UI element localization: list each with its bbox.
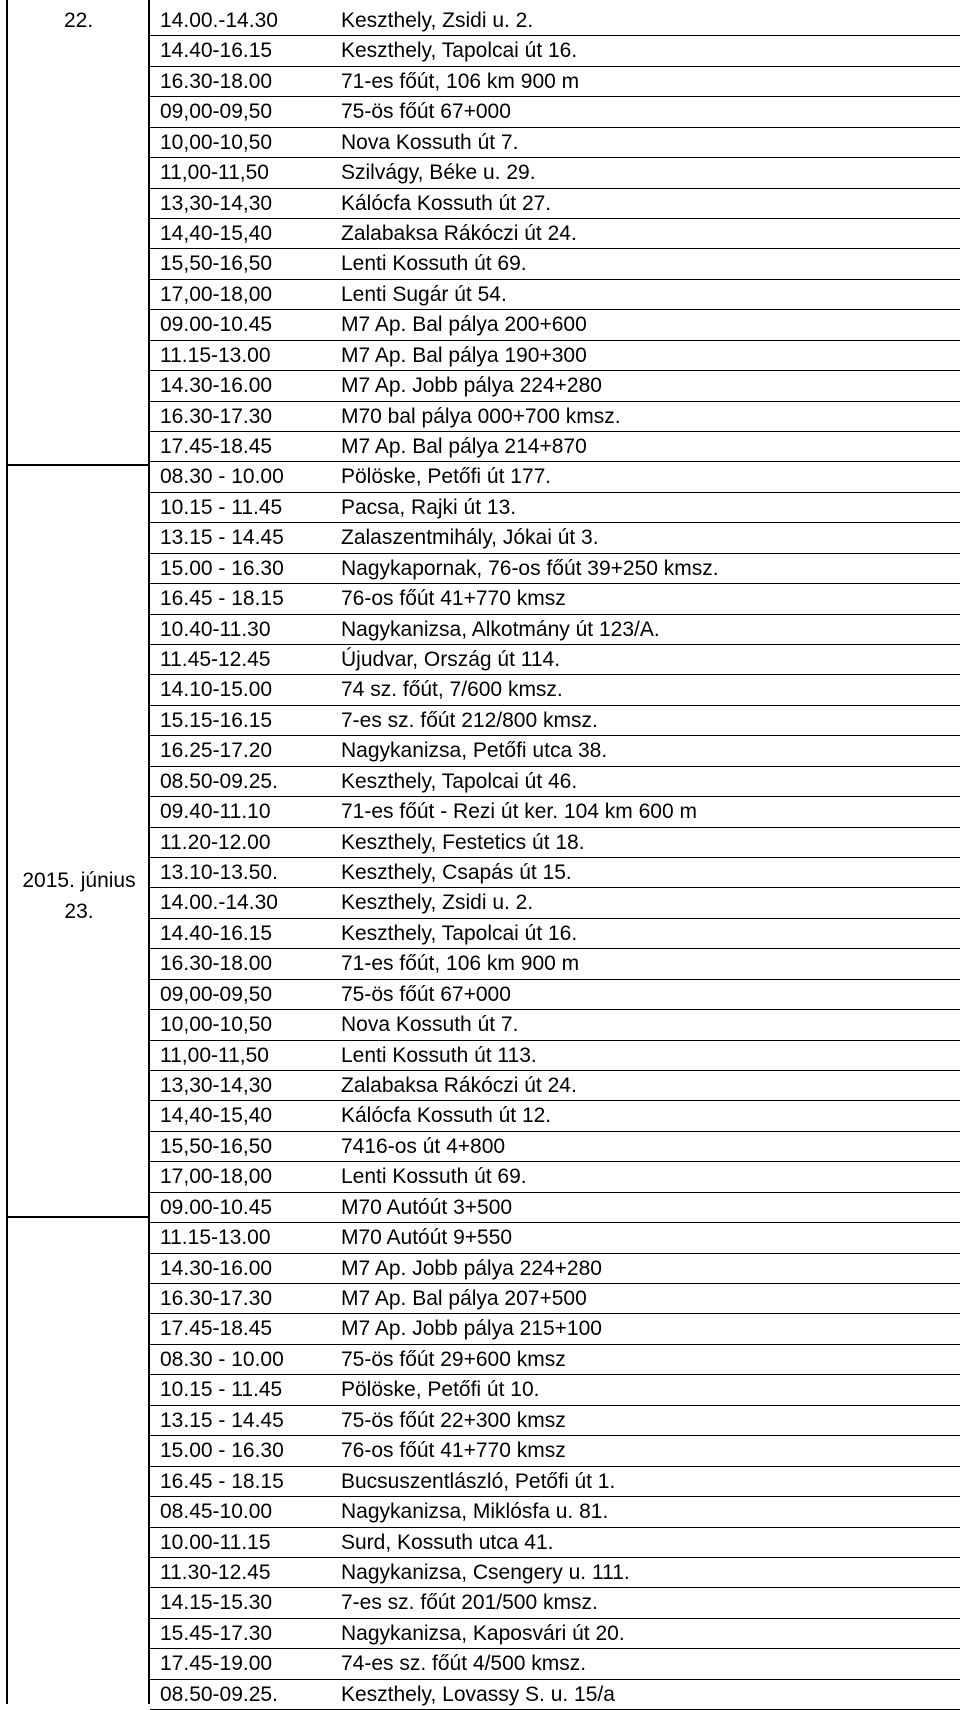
table-row (150, 675, 960, 705)
time-cell: 11.15-13.00 (160, 343, 271, 367)
place-cell: 71-es főút, 106 km 900 m (341, 952, 580, 976)
table-row (150, 1223, 960, 1253)
table-row (150, 371, 960, 401)
table-row (150, 736, 960, 766)
place-cell: 74-es sz. főút 4/500 kmsz. (341, 1652, 587, 1676)
time-cell: 09.00-10.45 (160, 1195, 273, 1219)
time-cell: 13.15 - 14.45 (160, 526, 284, 550)
place-cell: 76-os főút 41+770 kmsz (341, 1439, 566, 1463)
time-cell: 09,00-09,50 (160, 100, 273, 124)
time-cell: 10.40-11.30 (160, 617, 271, 641)
time-cell: 16.30-17.30 (160, 1287, 273, 1311)
time-cell: 11.15-13.00 (160, 1226, 271, 1250)
time-cell: 17.45-19.00 (160, 1652, 273, 1676)
time-cell: 13.15 - 14.45 (160, 1408, 284, 1432)
time-cell: 08.45-10.00 (160, 1500, 273, 1524)
place-cell: Nagykanizsa, Kaposvári út 20. (341, 1621, 625, 1645)
row-number: 22. (64, 9, 94, 32)
table-row (150, 1436, 960, 1466)
table-row (150, 97, 960, 127)
table-row (150, 1619, 960, 1649)
time-cell: 13,30-14,30 (160, 1074, 273, 1098)
place-cell: M7 Ap. Bal pálya 190+300 (341, 343, 587, 367)
table-row (150, 1162, 960, 1192)
table-row (150, 189, 960, 219)
table-row (150, 1041, 960, 1071)
left-border (6, 0, 8, 1704)
time-cell: 10.00-11.15 (160, 1530, 271, 1554)
place-cell: Keszthely, Lovassy S. u. 15/a (341, 1682, 615, 1706)
time-cell: 15,50-16,50 (160, 252, 273, 276)
place-cell: 75-ös főút 22+300 kmsz (341, 1408, 566, 1432)
date-line-1: 2015. június (22, 869, 136, 892)
time-cell: 08.30 - 10.00 (160, 1347, 284, 1371)
table-row (150, 341, 960, 371)
place-cell: 71-es főút - Rezi út ker. 104 km 600 m (341, 800, 697, 824)
place-cell: Keszthely, Festetics út 18. (341, 830, 585, 854)
table-row (150, 1345, 960, 1375)
place-cell: Keszthely, Zsidi u. 2. (341, 9, 534, 32)
time-cell: 10,00-10,50 (160, 1013, 273, 1037)
place-cell: Nagykanizsa, Alkotmány út 123/A. (341, 617, 660, 641)
time-cell: 14.00.-14.30 (160, 891, 278, 915)
time-cell: 09.00-10.45 (160, 313, 273, 337)
date-line-2: 23. (64, 900, 94, 923)
table-row (150, 919, 960, 949)
table-row (150, 1284, 960, 1314)
place-cell: Nagykanizsa, Csengery u. 111. (341, 1560, 630, 1584)
time-cell: 10,00-10,50 (160, 130, 273, 154)
table-row (150, 1193, 960, 1223)
time-cell: 11.30-12.45 (160, 1560, 271, 1584)
time-cell: 16.45 - 18.15 (160, 1469, 284, 1493)
table-row (150, 1010, 960, 1040)
place-cell: 7416-os út 4+800 (341, 1134, 506, 1158)
time-cell: 11.45-12.45 (160, 648, 271, 672)
time-cell: 08.50-09.25. (160, 1682, 278, 1706)
time-cell: 11,00-11,50 (160, 1043, 269, 1067)
time-cell: 15.45-17.30 (160, 1621, 273, 1645)
time-cell: 11,00-11,50 (160, 161, 269, 185)
place-cell: 75-ös főút 29+600 kmsz (341, 1347, 566, 1371)
time-cell: 17.45-18.45 (160, 1317, 273, 1341)
table-row (150, 1588, 960, 1618)
place-cell: Lenti Kossuth út 69. (341, 252, 527, 276)
table-row (150, 888, 960, 918)
time-cell: 15.00 - 16.30 (160, 556, 284, 580)
table-row (150, 493, 960, 523)
place-cell: 7-es sz. főút 201/500 kmsz. (341, 1591, 598, 1615)
table-row (150, 706, 960, 736)
place-cell: Surd, Kossuth utca 41. (341, 1530, 554, 1554)
place-cell: Nova Kossuth út 7. (341, 130, 519, 154)
place-cell: Újudvar, Ország út 114. (341, 648, 561, 672)
time-cell: 14,40-15,40 (160, 222, 273, 245)
time-cell: 09,00-09,50 (160, 982, 273, 1006)
table-row (150, 67, 960, 97)
place-cell: M70 bal pálya 000+700 kmsz. (341, 404, 621, 428)
time-cell: 08.50-09.25. (160, 769, 278, 793)
time-cell: 17,00-18,00 (160, 282, 273, 306)
time-cell: 14.40-16.15 (160, 921, 273, 945)
time-cell: 15.15-16.15 (160, 708, 273, 732)
time-cell: 14.15-15.30 (160, 1591, 273, 1615)
table-row (150, 6, 960, 36)
table-row (150, 584, 960, 614)
table-row (150, 767, 960, 797)
place-cell: M7 Ap. Bal pálya 207+500 (341, 1287, 587, 1311)
place-cell: Keszthely, Csapás út 15. (341, 861, 572, 885)
place-cell: M7 Ap. Jobb pálya 224+280 (341, 1256, 602, 1280)
table-row (150, 1497, 960, 1527)
table-row (150, 858, 960, 888)
table-row (150, 1649, 960, 1679)
place-cell: M7 Ap. Jobb pálya 215+100 (341, 1317, 602, 1341)
time-cell: 17,00-18,00 (160, 1165, 273, 1189)
place-cell: Zalabaksa Rákóczi út 24. (341, 1074, 577, 1098)
place-cell: Kálócfa Kossuth út 12. (341, 1104, 552, 1128)
table-row (150, 1375, 960, 1405)
table-row (150, 462, 960, 492)
table-row (150, 523, 960, 553)
table-row (150, 402, 960, 432)
place-cell: M7 Ap. Bal pálya 200+600 (341, 313, 587, 337)
place-cell: Keszthely, Zsidi u. 2. (341, 891, 534, 915)
time-cell: 14,40-15,40 (160, 1104, 273, 1128)
table-row (150, 1132, 960, 1162)
time-cell: 14.30-16.00 (160, 1256, 273, 1280)
table-row (150, 615, 960, 645)
place-cell: 71-es főút, 106 km 900 m (341, 69, 580, 93)
place-cell: M70 Autóút 3+500 (341, 1195, 513, 1219)
time-cell: 16.30-18.00 (160, 69, 273, 93)
place-cell: M7 Ap. Bal pálya 214+870 (341, 435, 587, 459)
time-cell: 10.15 - 11.45 (160, 495, 283, 519)
place-cell: Zalabaksa Rákóczi út 24. (341, 222, 577, 245)
time-cell: 13,30-14,30 (160, 191, 273, 215)
place-cell: 7-es sz. főút 212/800 kmsz. (341, 708, 598, 732)
time-cell: 16.30-17.30 (160, 404, 273, 428)
time-cell: 14.10-15.00 (160, 678, 273, 702)
table-row (150, 310, 960, 340)
place-cell: Bucsuszentlászló, Petőfi út 1. (341, 1469, 616, 1493)
table-row (150, 1314, 960, 1344)
table-row (150, 249, 960, 279)
table-row (150, 645, 960, 675)
place-cell: Pölöske, Petőfi út 10. (341, 1378, 540, 1402)
time-cell: 13.10-13.50. (160, 861, 278, 885)
place-cell: 75-ös főút 67+000 (341, 982, 511, 1006)
place-cell: 76-os főút 41+770 kmsz (341, 587, 566, 611)
table-row (150, 980, 960, 1010)
place-cell: M7 Ap. Jobb pálya 224+280 (341, 374, 602, 398)
table-row (150, 1680, 960, 1710)
table-row (150, 158, 960, 188)
place-cell: Nagykanizsa, Petőfi utca 38. (341, 739, 608, 763)
time-cell: 16.25-17.20 (160, 739, 273, 763)
time-cell: 15.00 - 16.30 (160, 1439, 284, 1463)
table-row (150, 280, 960, 310)
table-row (150, 797, 960, 827)
time-cell: 16.45 - 18.15 (160, 587, 284, 611)
time-cell: 14.00.-14.30 (160, 9, 278, 32)
place-cell: Keszthely, Tapolcai út 46. (341, 769, 578, 793)
table-row (150, 1528, 960, 1558)
table-row (150, 128, 960, 158)
left-column-separator (6, 1216, 148, 1218)
place-cell: Pacsa, Rajki út 13. (341, 495, 517, 519)
place-cell: Pölöske, Petőfi út 177. (341, 465, 552, 489)
place-cell: Keszthely, Tapolcai út 16. (341, 921, 578, 945)
table-row (150, 949, 960, 979)
time-cell: 11.20-12.00 (160, 830, 271, 854)
time-cell: 10.15 - 11.45 (160, 1378, 283, 1402)
time-cell: 14.40-16.15 (160, 39, 273, 63)
table-row (150, 554, 960, 584)
time-cell: 16.30-18.00 (160, 952, 273, 976)
place-cell: Szilvágy, Béke u. 29. (341, 161, 536, 185)
table-row (150, 1558, 960, 1588)
time-cell: 09.40-11.10 (160, 800, 271, 824)
table-row (150, 1101, 960, 1131)
time-cell: 14.30-16.00 (160, 374, 273, 398)
place-cell: 74 sz. főút, 7/600 kmsz. (341, 678, 563, 702)
place-cell: Keszthely, Tapolcai út 16. (341, 39, 578, 63)
table-row (150, 1406, 960, 1436)
table-row (150, 36, 960, 66)
table-row (150, 1254, 960, 1284)
place-cell: Nagykanizsa, Miklósfa u. 81. (341, 1500, 609, 1524)
left-column-separator (6, 464, 148, 466)
place-cell: 75-ös főút 67+000 (341, 100, 511, 124)
table-row (150, 828, 960, 858)
place-cell: M70 Autóút 9+550 (341, 1226, 513, 1250)
place-cell: Lenti Kossuth út 113. (341, 1043, 537, 1067)
table-row (150, 219, 960, 249)
place-cell: Lenti Kossuth út 69. (341, 1165, 527, 1189)
place-cell: Nova Kossuth út 7. (341, 1013, 519, 1037)
table-row (150, 1071, 960, 1101)
time-cell: 08.30 - 10.00 (160, 465, 284, 489)
time-cell: 15,50-16,50 (160, 1134, 273, 1158)
place-cell: Lenti Sugár út 54. (341, 282, 507, 306)
table-row (150, 1467, 960, 1497)
place-cell: Zalaszentmihály, Jókai út 3. (341, 526, 599, 550)
time-cell: 17.45-18.45 (160, 435, 273, 459)
place-cell: Kálócfa Kossuth út 27. (341, 191, 552, 215)
place-cell: Nagykapornak, 76-os főút 39+250 kmsz. (341, 556, 719, 580)
table-row (150, 432, 960, 462)
